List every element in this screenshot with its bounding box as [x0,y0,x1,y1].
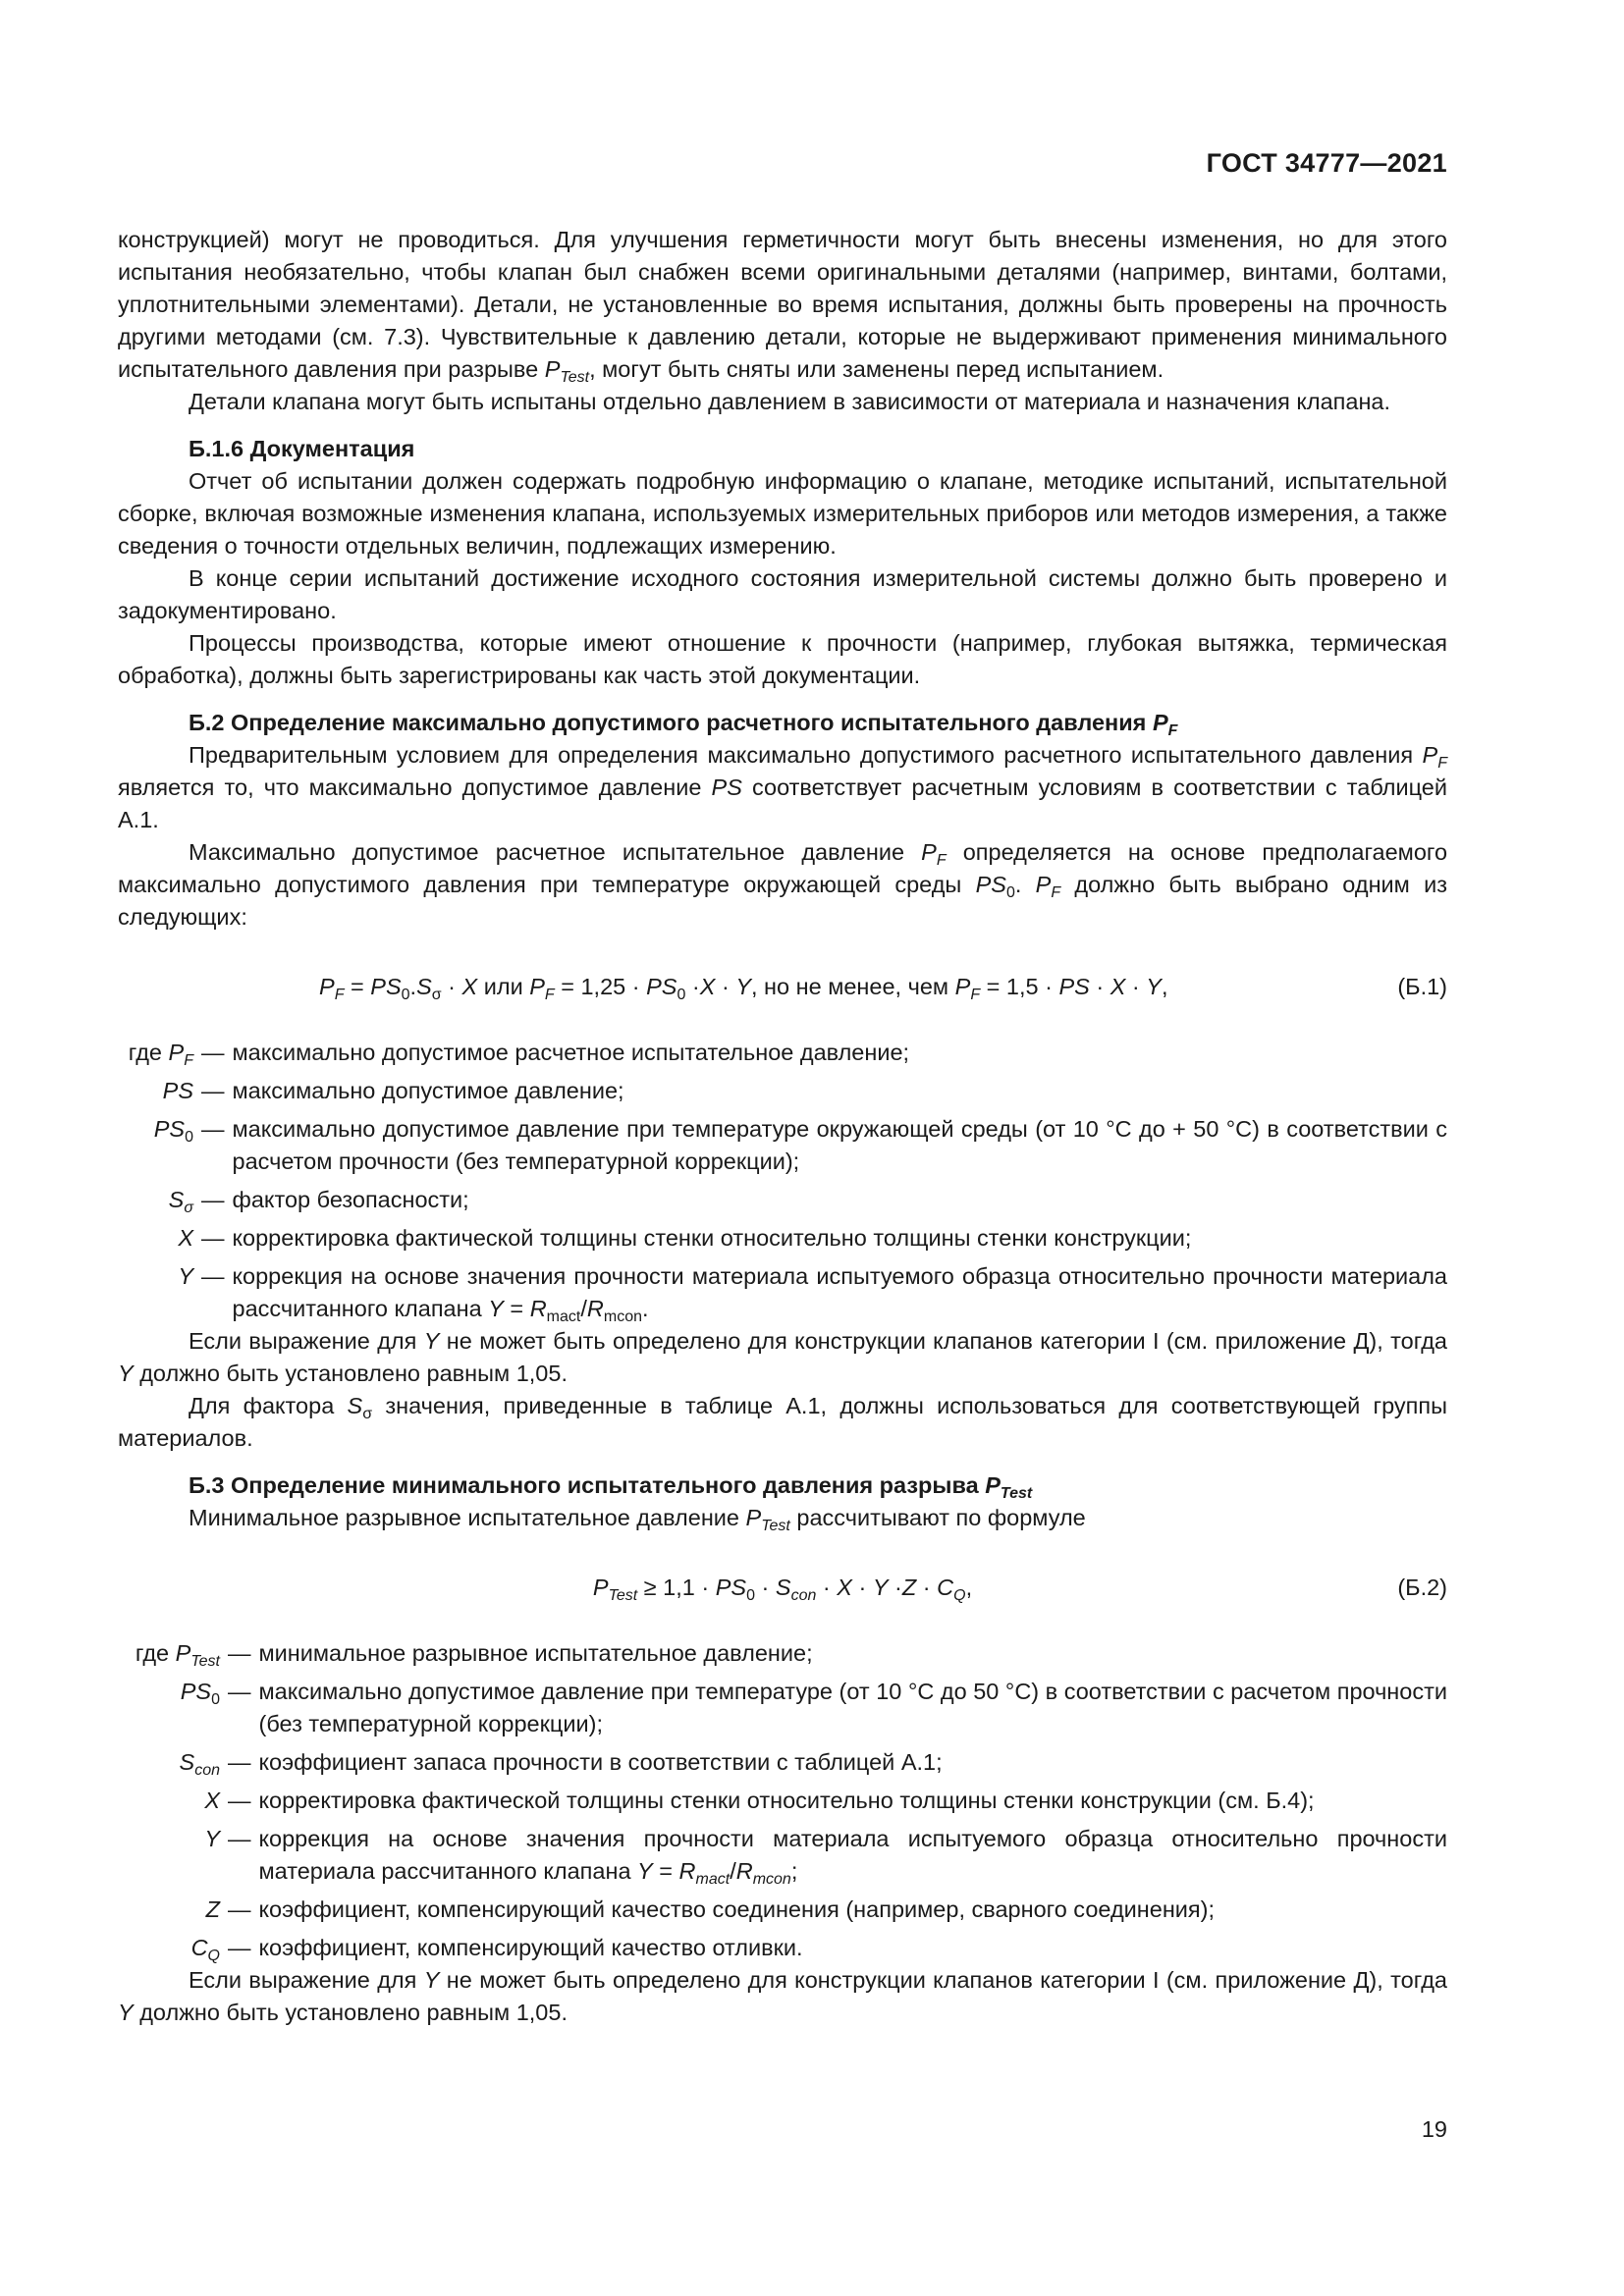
definition-item: $C_Q$ — коэффициент, компенсирующий качество отливки. [190,1935,803,1964]
page-number: 19 [1421,2116,1447,2142]
paragraph-b16-3: Процессы производства, которые имеют отношение к прочности (например, глубокая вытяжка, термическая обработка), должны быть зарегистрированы как часть этой документации. [118,630,1447,688]
definition-item: $S_\sigma$ — фактор безопасности; [168,1187,469,1216]
definitions-b3 [118,1637,1447,1964]
definition-item: X — корректировка фактической толщины стенки относительно толщины стенки конструкции; [178,1225,1192,1251]
paragraph-b3-2: Если выражение для Y не может быть определено для конструкции клапанов категории I (см. приложение Д), тогда Y должно быть установлено равным 1,05. [118,1967,1448,2025]
definition-item: $S_{con}$ — коэффициент запаса прочности в соответствии с таблицей А.1; [179,1749,943,1779]
document-body [118,224,1447,2029]
paragraph-b2-4: Для фактора $S_\sigma$ значения, приведенные в таблице А.1, должны использоваться для соответствующей группы материалов. [118,1393,1447,1451]
definition-item: $PS_0$ — максимально допустимое давление при температуре окружающей среды (от 10 °С до + 50 °С) в соответствии с расчетом прочности (без температурной коррекции); [153,1116,1447,1174]
definition-item: где $P_{Test}$ — минимальное разрывное испытательное давление; [135,1640,813,1670]
paragraph-b2-2: Максимально допустимое расчетное испытательное давление $P_F$ определяется на основе предполагаемого максимально допустимого давления при температуре окружающей среды $PS_0$. $P_F$ должно быть выбрано одним из следующих: [118,839,1448,930]
paragraph-b16-2: В конце серии испытаний достижение исходного состояния измерительной системы должно быть проверено и задокументировано. [118,565,1447,623]
definition-item: X — корректировка фактической толщины стенки относительно толщины стенки конструкции (см. Б.4); [204,1788,1315,1813]
formula-b1-expression: $P_F = PS_0.S_\sigma \cdot X$ или $P_F = 1,25 \cdot PS_0 \cdot X \cdot Y$, но не менее, чем $P_F = 1,5$ · PS · X · Y, [319,974,1168,1003]
definition-item: Y — коррекция на основе значения прочности материала испытуемого образца относительно прочности материала рассчитанного клапана $Y = R_{mact}/R_{mcon}$; [204,1826,1447,1888]
paragraph-b16-1: Отчет об испытании должен содержать подробную информацию о клапане, методике испытаний, испытательной сборке, включая возможные изменения клапана, используемых измерительных приборов или методов измерения, а также сведения о точности отдельных величин, подлежащих измерению. [118,468,1447,559]
definition-item: Y — коррекция на основе значения прочности материала испытуемого образца относительно прочности материала рассчитанного клапана $Y = R_{mact}/R_{mcon}$. [178,1263,1447,1325]
section-heading-b2: Б.2 Определение максимально допустимого расчетного испытательного давления $P_F$ [189,710,1178,739]
paragraph-b2-3: Если выражение для Y не может быть определено для конструкции клапанов категории I (см. приложение Д), тогда Y должно быть установлено равным 1,05. [118,1328,1448,1386]
section-heading-b3: Б.3 Определение минимального испытательного давления разрыва $P_{Test}$ [189,1472,1033,1502]
definition-item: где $P_F$ — максимально допустимое расчетное испытательное давление; [128,1040,910,1069]
formula-b2-number: (Б.2) [1397,1575,1447,1600]
definition-item: $PS_0$ — максимально допустимое давление при температуре (от 10 °С до 50 °С) в соответствии с расчетом прочности (без температурной коррекции); [180,1679,1447,1736]
document-number: ГОСТ 34777—2021 [1206,148,1447,178]
definition-item: Z — коэффициент, компенсирующий качество соединения (например, сварного соединения); [205,1896,1216,1922]
paragraph-b2-1: Предварительным условием для определения максимально допустимого расчетного испытательного давления $P_F$ является то, что максимально допустимое давление PS соответствует расчетным условиям в соответствии с таблицей А.1. [118,742,1447,832]
formula-b1 [118,971,1447,1003]
definitions-b2 [118,1037,1447,1325]
paragraph-b3-1: Минимальное разрывное испытательное давление $P_{Test}$ рассчитывают по формуле [189,1505,1086,1534]
formula-b2-expression: $P_{Test} \ge 1,1 \cdot PS_0 \cdot S_{con} \cdot X \cdot Y \cdot Z \cdot C_Q$, [592,1575,973,1604]
section-heading-b16: Б.1.6 Документация [189,436,415,461]
paragraph-intro-1: конструкцией) могут не проводиться. Для улучшения герметичности могут быть внесены изменения, но для этого испытания необязательно, чтобы клапан был снабжен всеми оригинальными деталями (например, винтами, болтами, уплотнительными элементами). Детали, не установленные во время испытания, должны быть проверены на прочность другими методами (см. 7.3). Чувствительные к давлению детали, которые не выдерживают применения минимального испытательного давления при разрыве $P_{Test}$, могут быть сняты или заменены перед испытанием. [118,227,1447,386]
formula-b2 [118,1572,1447,1604]
paragraph-intro-2: Детали клапана могут быть испытаны отдельно давлением в зависимости от материала и назначения клапана. [189,389,1391,414]
definition-item: PS — максимально допустимое давление; [162,1078,624,1103]
formula-b1-number: (Б.1) [1397,974,1447,999]
